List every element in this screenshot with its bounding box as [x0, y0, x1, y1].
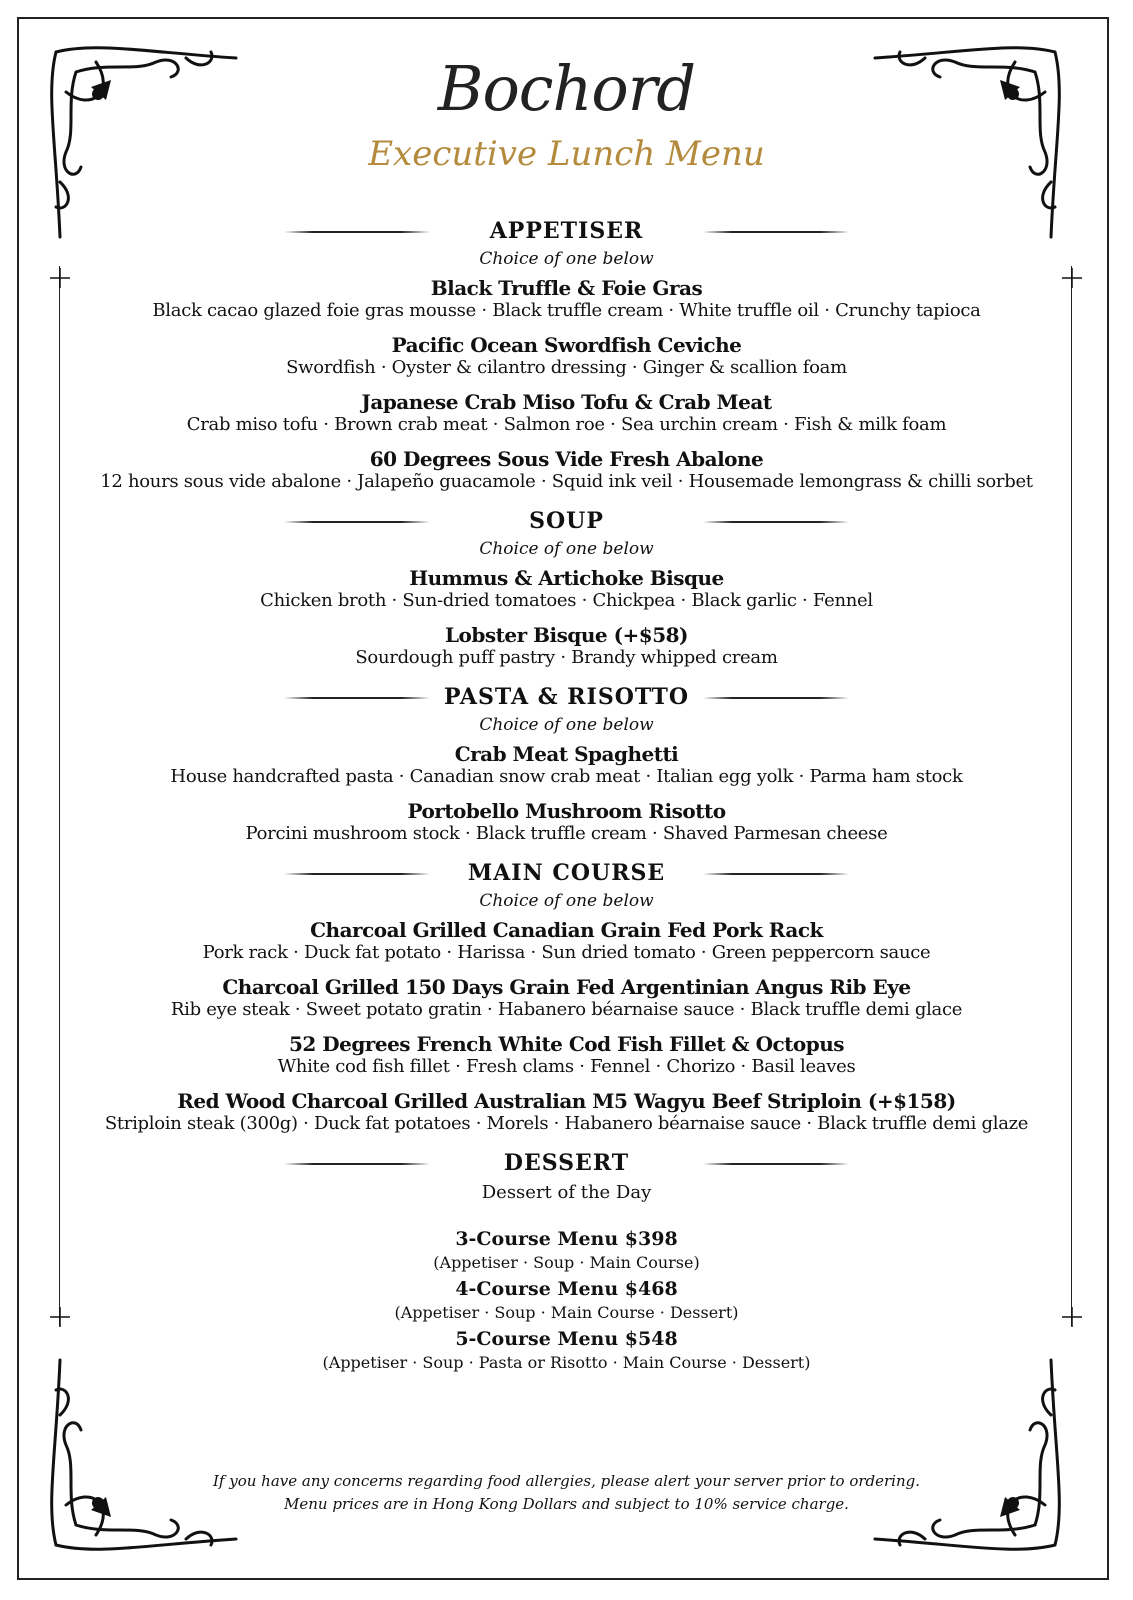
section-rule-right	[703, 231, 849, 233]
section-header-appetiser	[60, 214, 1073, 248]
section-rule-left	[284, 697, 430, 699]
menu-item	[60, 276, 1073, 322]
menu-item	[60, 623, 1073, 669]
menu-item-description: Chicken broth · Sun-dried tomatoes · Chickpea · Black garlic · Fennel	[260, 590, 873, 611]
menu-item-description: Rib eye steak · Sweet potato gratin · Habanero béarnaise sauce · Black truffle demi glace	[170, 999, 963, 1020]
section-header-dessert	[60, 1146, 1073, 1180]
menu-item-description: Sourdough puff pastry · Brandy whipped cream	[355, 647, 778, 668]
price-note: Menu prices are in Hong Kong Dollars and subject to 10% service charge.	[284, 1495, 849, 1513]
menu-item-name: Japanese Crab Miso Tofu & Crab Meat	[361, 390, 772, 414]
course-price-name: 5-Course Menu $548	[455, 1328, 678, 1350]
menu-item	[60, 447, 1073, 493]
section-title: DESSERT	[503, 1150, 630, 1176]
menu-item	[60, 390, 1073, 436]
course-price	[60, 1226, 1073, 1274]
dessert-text: Dessert of the Day	[481, 1182, 652, 1203]
menu-item	[60, 975, 1073, 1021]
section-choice-note: Choice of one below	[479, 891, 654, 911]
section-header-soup	[60, 504, 1073, 538]
menu-item-name: Black Truffle & Foie Gras	[430, 276, 703, 300]
section-rule-right	[703, 697, 849, 699]
course-price-description: (Appetiser · Soup · Pasta or Risotto · Main Course · Dessert)	[322, 1353, 811, 1372]
course-price-name: 4-Course Menu $468	[455, 1278, 678, 1300]
menu-item-name: Portobello Mushroom Risotto	[407, 799, 726, 823]
menu-item	[60, 742, 1073, 788]
menu-item-description: 12 hours sous vide abalone · Jalapeño guacamole · Squid ink veil · Housemade lemongrass & chilli sorbet	[100, 471, 1033, 492]
menu-item-name: Pacific Ocean Swordfish Ceviche	[391, 333, 742, 357]
menu-item-description: Crab miso tofu · Brown crab meat · Salmon roe · Sea urchin cream · Fish & milk foam	[186, 414, 947, 435]
menu-item-description: Porcini mushroom stock · Black truffle cream · Shaved Parmesan cheese	[245, 823, 888, 844]
section-rule-right	[703, 1163, 849, 1165]
section-rule-left	[284, 521, 430, 523]
corner-ornament-bottom-left	[36, 1350, 246, 1565]
section-choice-note: Choice of one below	[479, 539, 654, 559]
corner-ornament-bottom-right	[865, 1350, 1075, 1565]
menu-item-description: Black cacao glazed foie gras mousse · Black truffle cream · White truffle oil · Crunchy tapioca	[152, 300, 981, 321]
section-rule-right	[703, 873, 849, 875]
section-header-main-course	[60, 856, 1073, 890]
section-title: PASTA & RISOTTO	[443, 684, 690, 710]
section-rule-left	[284, 1163, 430, 1165]
menu-item-name: Hummus & Artichoke Bisque	[409, 566, 724, 590]
menu-item	[60, 918, 1073, 964]
section-rule-left	[284, 231, 430, 233]
menu-item-name: Red Wood Charcoal Grilled Australian M5 Wagyu Beef Striploin (+$158)	[177, 1089, 956, 1113]
menu-item-name: 52 Degrees French White Cod Fish Fillet & Octopus	[288, 1032, 845, 1056]
footer-notes	[0, 1470, 1133, 1516]
menu-item	[60, 333, 1073, 379]
menu-subtitle: Executive Lunch Menu	[368, 134, 765, 174]
menu-item-description: Swordfish · Oyster & cilantro dressing · Ginger & scallion foam	[286, 357, 847, 378]
section-header-pasta-risotto	[60, 680, 1073, 714]
course-price	[60, 1326, 1073, 1374]
menu-item-description: White cod fish fillet · Fresh clams · Fennel · Chorizo · Basil leaves	[277, 1056, 856, 1077]
course-price-description: (Appetiser · Soup · Main Course · Dessert)	[394, 1303, 739, 1322]
course-price-description: (Appetiser · Soup · Main Course)	[433, 1253, 700, 1272]
menu-item	[60, 799, 1073, 845]
menu-item-description: Pork rack · Duck fat potato · Harissa · Sun dried tomato · Green peppercorn sauce	[202, 942, 931, 963]
section-choice-note: Choice of one below	[479, 715, 654, 735]
section-title: SOUP	[529, 508, 604, 534]
menu-item-name: Charcoal Grilled Canadian Grain Fed Pork Rack	[310, 918, 823, 942]
section-rule-left	[284, 873, 430, 875]
menu-item-description: House handcrafted pasta · Canadian snow crab meat · Italian egg yolk · Parma ham stock	[170, 766, 963, 787]
section-title: MAIN COURSE	[467, 860, 666, 886]
menu-item	[60, 1032, 1073, 1078]
restaurant-name: Bochord	[437, 52, 696, 125]
menu-item	[60, 1089, 1073, 1135]
menu-item-description: Striploin steak (300g) · Duck fat potatoes · Morels · Habanero béarnaise sauce · Black truffle demi glaze	[104, 1113, 1029, 1134]
course-price-name: 3-Course Menu $398	[455, 1228, 678, 1250]
section-choice-note: Choice of one below	[479, 249, 654, 269]
menu-item	[60, 566, 1073, 612]
menu-item-name: Crab Meat Spaghetti	[454, 742, 679, 766]
menu-content	[60, 208, 1073, 1376]
menu-item-name: Charcoal Grilled 150 Days Grain Fed Argentinian Angus Rib Eye	[222, 975, 911, 999]
allergy-note: If you have any concerns regarding food allergies, please alert your server prior to ordering.	[212, 1472, 920, 1490]
menu-item-name: Lobster Bisque (+$58)	[444, 623, 688, 647]
section-rule-right	[703, 521, 849, 523]
section-title: APPETISER	[489, 218, 644, 244]
course-price	[60, 1276, 1073, 1324]
menu-item-name: 60 Degrees Sous Vide Fresh Abalone	[369, 447, 764, 471]
